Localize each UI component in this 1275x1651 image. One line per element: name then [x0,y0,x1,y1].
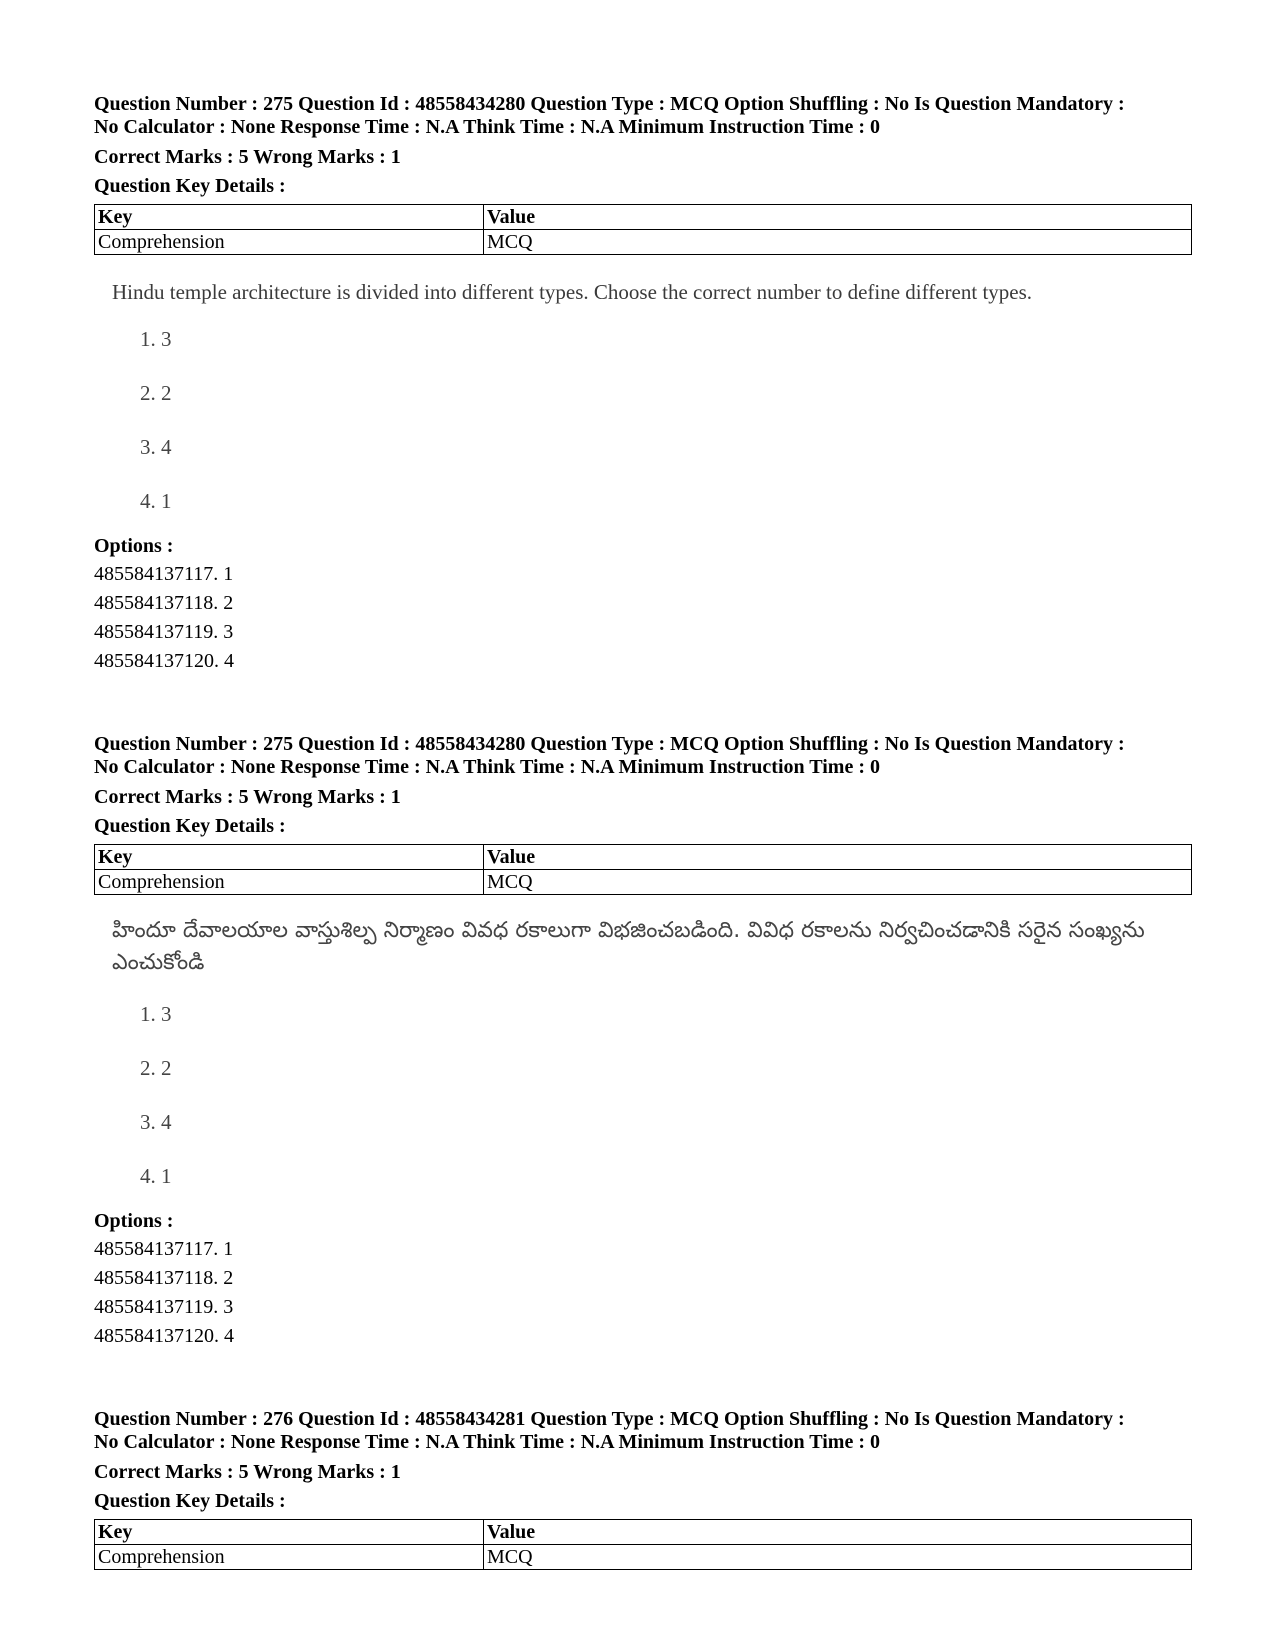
key-details-table [94,204,1192,255]
question-block-1 [94,93,1184,676]
key-cell: Comprehension [95,1545,484,1570]
key-details-label: Question Key Details : [94,175,286,197]
key-details-table [94,1519,1192,1570]
question-meta-line: No Calculator : None Response Time : N.A Think Time : N.A Minimum Instruction Time : 0 [94,116,880,138]
value-header: Value [484,205,1192,230]
options-label: Options : [94,1210,174,1232]
option-item: 485584137118. 2 [94,592,234,614]
key-header: Key [95,1520,484,1545]
value-cell: MCQ [484,870,1192,895]
marks-line: Correct Marks : 5 Wrong Marks : 1 [94,146,401,168]
option-item: 485584137117. 1 [94,563,234,585]
choice-item: 2. 2 [140,1056,172,1080]
key-details-table [94,844,1192,895]
table-header-row [95,1520,1192,1545]
value-cell: MCQ [484,1545,1192,1570]
key-details-label: Question Key Details : [94,815,286,837]
option-item: 485584137118. 2 [94,1267,234,1289]
key-cell: Comprehension [95,870,484,895]
question-meta-line: No Calculator : None Response Time : N.A Think Time : N.A Minimum Instruction Time : 0 [94,1431,880,1453]
choice-item: 4. 1 [140,1164,172,1188]
options-label: Options : [94,535,174,557]
table-row [95,870,1192,895]
marks-line: Correct Marks : 5 Wrong Marks : 1 [94,1461,401,1483]
key-cell: Comprehension [95,230,484,255]
choice-item: 1. 3 [140,327,172,351]
key-details-label: Question Key Details : [94,1490,286,1512]
value-cell: MCQ [484,230,1192,255]
table-header-row [95,845,1192,870]
value-header: Value [484,1520,1192,1545]
question-meta-line: Question Number : 275 Question Id : 48558434280 Question Type : MCQ Option Shuffling : No Is Question Mandatory : [94,733,1125,755]
question-text: Hindu temple architecture is divided into different types. Choose the correct number to define different types. [112,280,1033,304]
option-item: 485584137119. 3 [94,621,234,643]
table-row [95,1545,1192,1570]
key-header: Key [95,205,484,230]
question-meta-line: Question Number : 275 Question Id : 48558434280 Question Type : MCQ Option Shuffling : No Is Question Mandatory : [94,93,1125,115]
marks-line: Correct Marks : 5 Wrong Marks : 1 [94,786,401,808]
option-item: 485584137119. 3 [94,1296,234,1318]
option-item: 485584137120. 4 [94,1325,234,1347]
choice-item: 1. 3 [140,1002,172,1026]
choice-list [94,987,1184,1203]
table-header-row [95,205,1192,230]
question-meta-line: Question Number : 276 Question Id : 48558434281 Question Type : MCQ Option Shuffling : No Is Question Mandatory : [94,1408,1125,1430]
value-header: Value [484,845,1192,870]
option-item: 485584137120. 4 [94,650,234,672]
question-text: హిందూ దేవాలయాల వాస్తుశిల్ప నిర్మాణం వివధ రకాలుగా విభజించబడింది. వివిధ రకాలను నిర్వచించడానికి సరైన సంఖ్యను ఎంచుకోండి [112,918,1145,975]
question-block-3 [94,1408,1184,1570]
table-row [95,230,1192,255]
choice-item: 3. 4 [140,1110,172,1134]
choice-item: 4. 1 [140,489,172,513]
choice-item: 2. 2 [140,381,172,405]
question-meta-line: No Calculator : None Response Time : N.A Think Time : N.A Minimum Instruction Time : 0 [94,756,880,778]
option-item: 485584137117. 1 [94,1238,234,1260]
choice-list [94,312,1184,528]
question-block-2 [94,733,1184,1351]
key-header: Key [95,845,484,870]
choice-item: 3. 4 [140,435,172,459]
